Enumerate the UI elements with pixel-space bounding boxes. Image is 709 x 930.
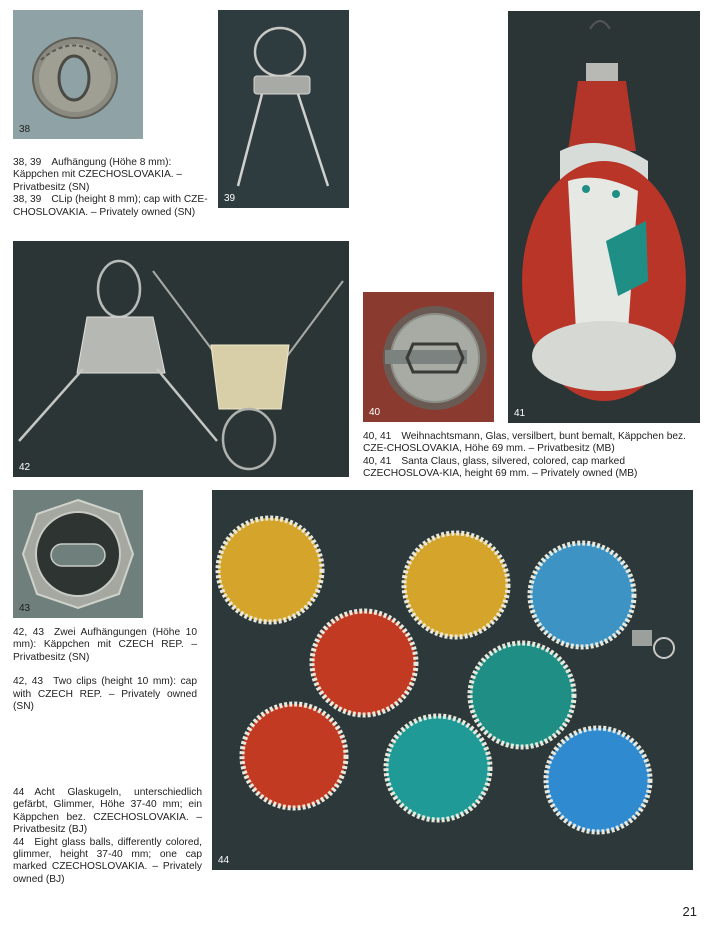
stamped-cap-closeup-image: [363, 292, 494, 422]
photo-40-cap: [363, 292, 494, 422]
caption-german: 38, 39 Aufhängung (Höhe 8 mm): Käppchen mit CZECHOSLOVAKIA. – Privatbesitz (SN): [13, 157, 183, 193]
caption-42-43: [13, 627, 197, 713]
caption-english: 42, 43 Two clips (height 10 mm): cap with CZECH REP. – Privately owned (SN): [13, 676, 197, 713]
czech-rep-cap-image: [13, 490, 143, 618]
stamped-cap-image: [13, 10, 143, 139]
caption-38-39: [13, 157, 213, 219]
caption-german: 42, 43 Zwei Aufhängungen (Höhe 10 mm): Käppchen mit CZECH REP. – Privatbesitz (SN): [13, 627, 197, 663]
figure-number: 44: [218, 855, 230, 866]
wire-clip-image: [218, 10, 349, 208]
figure-number: 40: [369, 407, 381, 418]
caption-german: 44 Acht Glaskugeln, unterschiedlich gefärbt, Glimmer, Höhe 37-40 mm; ein Käppchen bez. CZECHOSLOVAKIA. – Privatbesitz (BJ): [13, 787, 202, 836]
figure-number: 43: [19, 603, 31, 614]
santa-ornament-image: [508, 11, 700, 423]
caption-english: 44 Eight glass balls, differently colored, glimmer, height 37-40 mm; one cap marked CZECHOSLOVAKIA. – Privately owned (BJ): [13, 836, 202, 885]
caption-german: 40, 41 Weihnachtsmann, Glas, versilbert, bunt bemalt, Käppchen bez. CZE-CHOSLOVAKIA, Höhe 69 mm. – Privatbesitz (MB): [363, 431, 686, 455]
photo-42-clips: [13, 241, 349, 477]
caption-44: [13, 787, 202, 886]
filigree-clips-image: [13, 241, 349, 477]
photo-38-cap: [13, 10, 143, 139]
photo-43-cap: [13, 490, 143, 618]
photo-39-clip: [218, 10, 349, 208]
figure-number: 41: [514, 408, 526, 419]
glass-balls-image: [212, 490, 693, 870]
figure-number: 39: [224, 193, 236, 204]
figure-number: 42: [19, 462, 31, 473]
figure-number: 38: [19, 124, 31, 135]
photo-41-santa: [508, 11, 700, 423]
page-number: 21: [682, 904, 697, 919]
caption-english: 40, 41 Santa Claus, glass, silvered, colored, cap marked CZECHOSLOVA-KIA, height 69 mm. – Privately owned (MB): [363, 455, 638, 480]
caption-40-41: [363, 431, 701, 481]
caption-english: 38, 39 CLip (height 8 mm); cap with CZE-CHOSLOVAKIA. – Privately owned (SN): [13, 194, 208, 218]
photo-44-glass-balls: [212, 490, 693, 870]
